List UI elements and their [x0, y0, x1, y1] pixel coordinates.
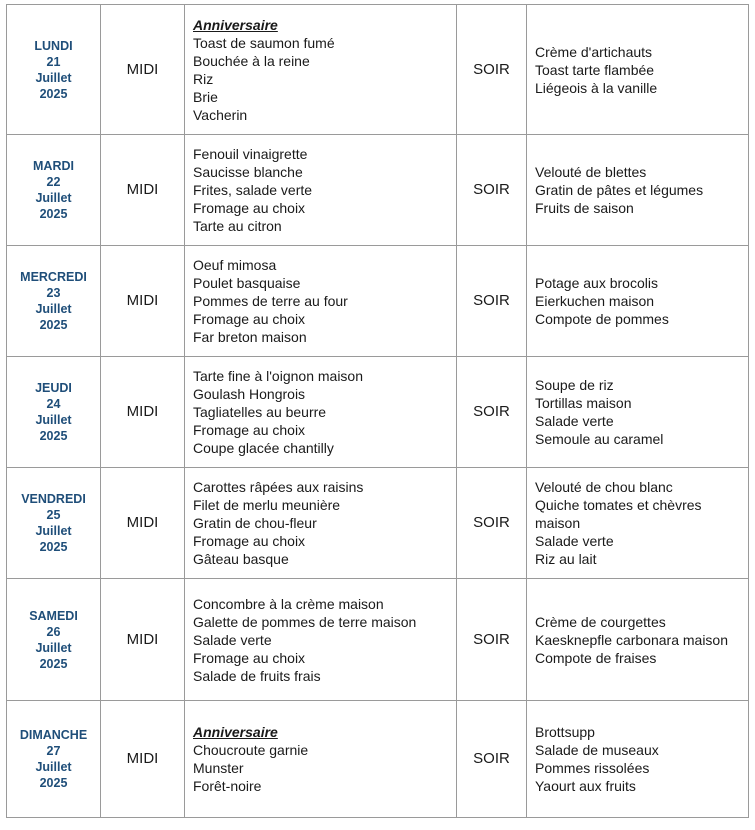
midi-dish: Gratin de chou-fleur [193, 515, 317, 531]
day-year: 2025 [39, 540, 68, 554]
day-month: Juillet [35, 524, 72, 538]
midi-dish: Far breton maison [193, 329, 307, 345]
midi-dish: Tarte au citron [193, 218, 282, 234]
soir-dish: Eierkuchen maison [535, 293, 655, 309]
day-date: 26 [46, 624, 61, 639]
midi-dish: Tarte fine à l'oignon maison [193, 368, 363, 384]
midi-dish: Bouchée à la reine [193, 52, 310, 69]
menu-table-wrapper [6, 4, 749, 818]
menu-row [7, 135, 749, 246]
midi-dish: Coupe glacée chantilly [193, 440, 334, 456]
soir-label: SOIR [457, 5, 527, 135]
midi-label: MIDI [101, 5, 185, 135]
soir-dishes [527, 701, 749, 818]
soir-dish: Fruits de saison [535, 200, 634, 216]
midi-dish: Saucisse blanche [193, 164, 303, 180]
midi-dish: Filet de merlu meunière [193, 497, 341, 513]
soir-dish: Compote de fraises [535, 649, 657, 666]
day-cell [7, 468, 101, 579]
soir-dish: Tortillas maison [535, 395, 632, 411]
day-month: Juillet [35, 413, 72, 427]
soir-dishes [527, 135, 749, 246]
soir-dish: Liégeois à la vanille [535, 79, 658, 96]
day-day: JEUDI [35, 381, 72, 395]
day-year: 2025 [39, 429, 68, 443]
day-day: DIMANCHE [19, 728, 88, 742]
soir-dish: Crème de courgettes [535, 613, 666, 630]
midi-dish: Fromage au choix [193, 200, 306, 216]
day-year: 2025 [39, 207, 68, 221]
midi-dishes [185, 5, 457, 135]
soir-dish: Toast tarte flambée [535, 61, 655, 78]
soir-dishes [527, 468, 749, 579]
day-cell [7, 135, 101, 246]
soir-label: SOIR [457, 701, 527, 818]
midi-dishes [185, 468, 457, 579]
day-cell [7, 246, 101, 357]
midi-dish: Brie [193, 88, 218, 105]
midi-label: MIDI [101, 579, 185, 701]
day-day: MERCREDI [20, 270, 87, 284]
midi-dish: Fenouil vinaigrette [193, 146, 308, 162]
soir-dish: Gratin de pâtes et légumes [535, 182, 704, 198]
soir-dish: Brottsupp [535, 724, 595, 740]
midi-dishes [185, 357, 457, 468]
day-month: Juillet [35, 70, 72, 85]
day-date: 21 [46, 54, 61, 69]
midi-dishes [185, 701, 457, 818]
day-date: 22 [46, 175, 61, 189]
day-cell [7, 357, 101, 468]
midi-dish: Riz [193, 70, 214, 87]
soir-label: SOIR [457, 357, 527, 468]
midi-dish: Gâteau basque [193, 551, 289, 567]
midi-dish: Choucroute garnie [193, 742, 309, 758]
menu-row [7, 5, 749, 135]
midi-dish: Carottes râpées aux raisins [193, 479, 364, 495]
midi-dish: Fromage au choix [193, 311, 306, 327]
soir-dish: Velouté de chou blanc [535, 479, 673, 495]
day-date: 24 [46, 397, 61, 411]
day-day: LUNDI [34, 38, 73, 53]
menu-table-body [7, 5, 749, 818]
midi-label: MIDI [101, 135, 185, 246]
midi-dish: Poulet basquaise [193, 275, 301, 291]
menu-row [7, 579, 749, 701]
midi-dish: Goulash Hongrois [193, 386, 306, 402]
soir-dish: Pommes rissolées [535, 760, 650, 776]
midi-dish: Pommes de terre au four [193, 293, 348, 309]
midi-dish: Toast de saumon fumé [193, 34, 335, 51]
midi-dish: Forêt-noire [193, 778, 262, 794]
soir-dishes [527, 579, 749, 701]
midi-dish: Oeuf mimosa [193, 257, 277, 273]
day-date: 23 [46, 286, 61, 300]
day-year: 2025 [39, 776, 68, 790]
midi-dish: Fromage au choix [193, 533, 306, 549]
midi-label: MIDI [101, 246, 185, 357]
midi-dish: Munster [193, 760, 244, 776]
day-month: Juillet [35, 760, 72, 774]
day-year: 2025 [39, 656, 68, 671]
soir-dish: Salade verte [535, 533, 614, 549]
day-cell [7, 701, 101, 818]
special-occasion: Anniversaire [193, 16, 278, 33]
soir-dish: Salade verte [535, 413, 614, 429]
midi-dish: Salade verte [193, 631, 272, 648]
soir-dish: Potage aux brocolis [535, 275, 658, 291]
midi-dish: Fromage au choix [193, 649, 306, 666]
soir-dishes [527, 246, 749, 357]
midi-dishes [185, 135, 457, 246]
midi-dish: Galette de pommes de terre maison [193, 613, 417, 630]
soir-dishes [527, 5, 749, 135]
midi-dishes [185, 246, 457, 357]
soir-dish: Quiche tomates et chèvres [535, 497, 702, 513]
midi-dish: Salade de fruits frais [193, 667, 321, 684]
soir-dish: Soupe de riz [535, 377, 614, 393]
soir-dish: Salade de museaux [535, 742, 659, 758]
soir-dish: Semoule au caramel [535, 431, 664, 447]
soir-label: SOIR [457, 135, 527, 246]
menu-row [7, 357, 749, 468]
day-year: 2025 [39, 318, 68, 332]
soir-dish: Crème d'artichauts [535, 43, 653, 60]
day-month: Juillet [35, 302, 72, 316]
menu-row [7, 701, 749, 818]
day-month: Juillet [35, 640, 72, 655]
midi-dish: Concombre à la crème maison [193, 595, 384, 612]
midi-dish: Fromage au choix [193, 422, 306, 438]
weekly-menu-table [6, 4, 749, 818]
midi-dish: Tagliatelles au beurre [193, 404, 327, 420]
midi-label: MIDI [101, 357, 185, 468]
menu-row [7, 468, 749, 579]
day-day: MARDI [33, 159, 74, 173]
special-occasion: Anniversaire [193, 724, 278, 740]
day-month: Juillet [35, 191, 72, 205]
soir-dishes [527, 357, 749, 468]
midi-label: MIDI [101, 701, 185, 818]
midi-dishes [185, 579, 457, 701]
day-day: VENDREDI [21, 492, 86, 506]
soir-dish: Yaourt aux fruits [535, 778, 636, 794]
menu-row [7, 246, 749, 357]
soir-dish: Riz au lait [535, 551, 597, 567]
midi-dish: Frites, salade verte [193, 182, 313, 198]
day-date: 25 [46, 508, 61, 522]
midi-label: MIDI [101, 468, 185, 579]
day-cell [7, 579, 101, 701]
soir-label: SOIR [457, 468, 527, 579]
day-date: 27 [46, 744, 61, 758]
soir-dish: maison [535, 515, 581, 531]
soir-dish: Kaesknepfle carbonara maison [535, 631, 729, 648]
midi-dish: Vacherin [193, 106, 248, 123]
soir-dish: Velouté de blettes [535, 164, 647, 180]
day-day: SAMEDI [29, 608, 78, 623]
soir-label: SOIR [457, 579, 527, 701]
day-cell [7, 5, 101, 135]
day-year: 2025 [39, 86, 68, 101]
soir-dish: Compote de pommes [535, 311, 669, 327]
soir-label: SOIR [457, 246, 527, 357]
